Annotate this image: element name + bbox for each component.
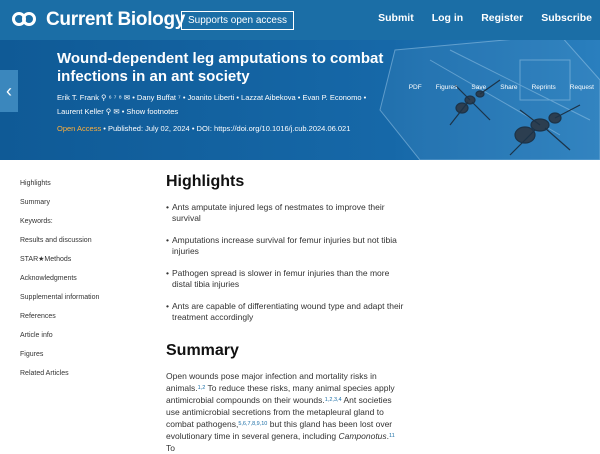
chevron-left-icon: ‹ xyxy=(6,80,12,101)
nav-login[interactable]: Log in xyxy=(431,12,464,24)
summary-text-2: To reduce these risks, many animal species apply antimicrobial compounds on their wounds. xyxy=(166,383,395,405)
authors-line-1[interactable]: Erik T. Frank ⚲ ⁶ ⁷ ⁸ ✉ • Dany Buffat ⁷ • Joanito Liberti • Lazzat Aibekova • Evan P. Economo • xyxy=(57,93,367,102)
sidebar-item-article-info[interactable]: Article info xyxy=(20,332,53,339)
article-body xyxy=(166,173,406,454)
section-nav xyxy=(20,178,130,387)
nav-register[interactable]: Register xyxy=(481,12,524,24)
summary-heading: Summary xyxy=(166,342,239,359)
publication-meta xyxy=(57,124,350,133)
highlights-list xyxy=(166,202,406,323)
tool-save[interactable]: Save xyxy=(471,84,487,91)
author-list xyxy=(57,91,397,119)
summary-text-6: . xyxy=(386,431,390,441)
sidebar-item-keywords[interactable]: Keywords: xyxy=(20,218,53,225)
article-title: Wound-dependent leg amputations to combat infections in an ant society xyxy=(57,50,384,85)
summary-text-1: Open wounds pose major infection and mortality risks in animals. xyxy=(166,371,377,393)
reference-link[interactable]: 1,2,3,4 xyxy=(324,397,342,403)
sidebar-item-highlights[interactable]: Highlights xyxy=(20,180,51,187)
summary-text-4: but this gland has been lost over evolutionary time in several genera, including xyxy=(166,419,393,441)
summary-text-7: To xyxy=(166,443,175,453)
journal-name: Current Biology xyxy=(46,9,186,30)
sidebar-item-related[interactable]: Related Articles xyxy=(20,370,69,377)
tool-figures[interactable]: Figures xyxy=(435,84,458,91)
sidebar-item-results[interactable]: Results and discussion xyxy=(20,237,92,244)
highlight-item: • Ants are capable of differentiating wound type and adapt their treatment accordingly xyxy=(166,301,406,323)
cell-logo-icon xyxy=(12,11,40,29)
journal-logo[interactable] xyxy=(12,8,185,32)
genus-name: Camponotus xyxy=(338,431,387,441)
sidebar-item-acknowledgments[interactable]: Acknowledgments xyxy=(20,275,77,282)
reference-link[interactable]: 1,2 xyxy=(197,385,206,391)
sidebar-item-figures[interactable]: Figures xyxy=(20,351,44,358)
top-nav xyxy=(360,12,592,24)
summary-paragraph xyxy=(166,370,398,454)
tool-reprints[interactable]: Reprints xyxy=(531,84,556,91)
summary-text-3: Ant societies use antimicrobial secretions from the metapleural gland to combat pathogens, xyxy=(166,395,392,429)
sidebar-item-star-methods[interactable]: STAR★Methods xyxy=(20,256,72,263)
highlight-item: • Pathogen spread is slower in femur injuries than the more distal tibia injuries xyxy=(166,268,406,290)
reference-link[interactable]: 11 xyxy=(389,433,395,439)
published-doi: • Published: July 02, 2024 • DOI: https://doi.org/10.1016/j.cub.2024.06.021 xyxy=(103,124,351,133)
highlights-heading: Highlights xyxy=(166,173,245,190)
tool-request[interactable]: Request xyxy=(569,84,594,91)
supports-open-access-badge[interactable]: Supports open access xyxy=(181,11,294,30)
nav-subscribe[interactable]: Subscribe xyxy=(541,12,592,24)
highlight-item: • Ants amputate injured legs of nestmates to improve their survival xyxy=(166,202,406,224)
sidebar-item-supplemental[interactable]: Supplemental information xyxy=(20,294,100,301)
authors-line-2[interactable]: Laurent Keller ⚲ ✉ • Show footnotes xyxy=(57,107,179,116)
previous-arrow[interactable] xyxy=(0,70,18,112)
sidebar-item-summary[interactable]: Summary xyxy=(20,199,50,206)
highlight-item: • Amputations increase survival for femur injuries but not tibia injuries xyxy=(166,235,406,257)
nav-submit[interactable]: Submit xyxy=(378,12,414,24)
top-bar xyxy=(0,0,600,40)
reference-link[interactable]: 5,6,7,8,9,10 xyxy=(238,421,268,427)
tool-share[interactable]: Share xyxy=(500,84,518,91)
tool-pdf[interactable]: PDF xyxy=(408,84,422,91)
sidebar-item-references[interactable]: References xyxy=(20,313,56,320)
open-access-label: Open Access xyxy=(57,124,102,133)
